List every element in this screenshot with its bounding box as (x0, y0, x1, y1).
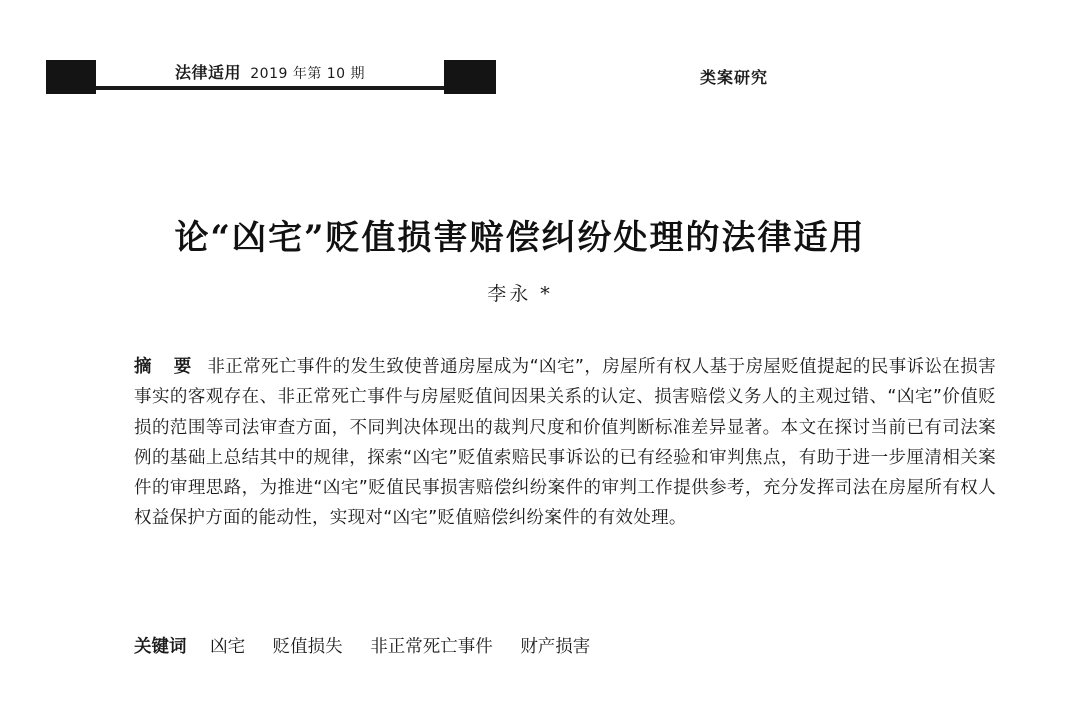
journal-header (96, 60, 444, 86)
abstract-text: 非正常死亡事件的发生致使普通房屋成为“凶宅”，房屋所有权人基于房屋贬值提起的民事诉讼在损害事实的客观存在、非正常死亡事件与房屋贬值间因果关系的认定、损害赔偿义务人的主观过错、“凶宅”价值贬损的范围等司法审查方面，不同判决体现出的裁判尺度和价值判断标准差异显著。本文在探讨当前已有司法案例的基础上总结其中的规律，探索“凶宅”贬值索赔民事诉讼的已有经验和审判焦点，有助于进一步厘清相关案件的审理思路，为推进“凶宅”贬值民事损害赔偿纠纷案件的审判工作提供参考，充分发挥司法在房屋所有权人权益保护方面的能动性，实现对“凶宅”贬值赔偿纠纷案件的有效处理。 (134, 357, 997, 529)
keywords (134, 632, 996, 662)
header-black-block-left (46, 60, 96, 94)
keywords-label: 关键词 (134, 637, 187, 657)
section-label: 类案研究 (700, 68, 769, 87)
journal-issue: 2019 年第 10 期 (250, 66, 366, 82)
abstract-label-char-1: 摘 (134, 357, 152, 377)
keyword-item: 贬值损失 (272, 637, 343, 657)
keyword-item: 凶宅 (210, 637, 246, 657)
keyword-item: 非正常死亡事件 (370, 637, 493, 657)
article-title: 论“凶宅”贬值损害赔偿纠纷处理的法律适用 (174, 218, 866, 258)
keyword-item: 财产损害 (520, 637, 591, 657)
abstract-label-char-2: 要 (173, 357, 192, 377)
abstract (134, 352, 996, 534)
header-black-block-right (444, 60, 496, 94)
journal-name: 法律适用 (174, 63, 241, 82)
header-rule (96, 86, 444, 90)
article-author: 李永 * (487, 283, 553, 305)
abstract-label (134, 357, 191, 377)
